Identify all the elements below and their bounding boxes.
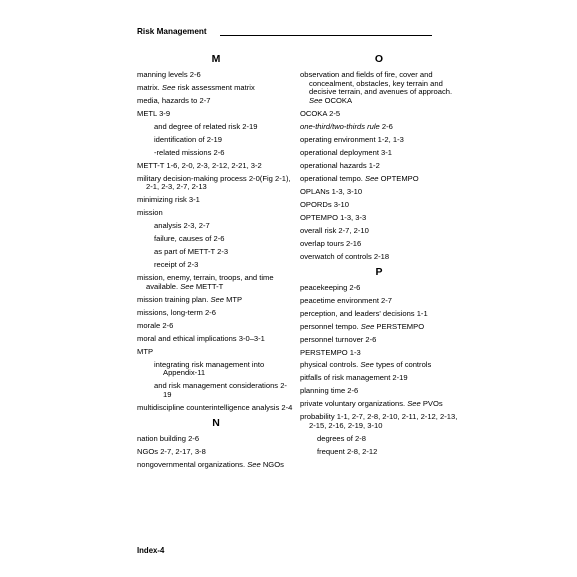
section-letter: M: [211, 53, 221, 65]
index-entry: physical controls. See types of controls: [300, 360, 432, 370]
index-subentry: as part of METT-T 2-3: [154, 247, 229, 257]
index-entry: mission, enemy, terrain, troops, and time available. See METT-T: [137, 273, 274, 291]
index-entry: personnel tempo. See PERSTEMPO: [300, 321, 425, 331]
index-entry: military decision-making process 2-0(Fig 2-1), 2-1, 2-3, 2-7, 2-13: [137, 173, 291, 192]
index-subentry: analysis 2-3, 2-7: [154, 221, 210, 231]
index-entry: perception, and leaders' decisions 1-1: [300, 308, 428, 318]
index-entry: probability 1-1, 2-7, 2-8, 2-10, 2-11, 2-12, 2-13, 2-15, 2-16, 2-19, 3-10: [300, 412, 458, 431]
index-entry: mission: [137, 208, 163, 218]
index-entry: operational tempo. See OPTEMPO: [300, 173, 419, 183]
index-entry: operating environment 1-2, 1-3: [300, 134, 404, 144]
index-entry: OPLANs 1-3, 3-10: [300, 186, 363, 196]
index-entry: METL 3-9: [137, 108, 171, 118]
index-entry: media, hazards to 2-7: [137, 95, 211, 105]
section-letter: P: [375, 265, 383, 278]
page-number: Index-4: [137, 546, 165, 555]
index-subentry: identification of 2-19: [154, 134, 222, 144]
index-entry: NGOs 2-7, 2-17, 3-8: [137, 446, 206, 456]
index-subentry: frequent 2-8, 2-12: [317, 446, 378, 456]
index-entry: mission training plan. See MTP: [137, 294, 243, 304]
index-subentry: failure, causes of 2-6: [154, 234, 225, 244]
index-entry: overwatch of controls 2-18: [300, 251, 390, 261]
index-column-left: [137, 53, 295, 474]
index-entry: manning levels 2-6: [137, 70, 201, 79]
index-subentry: and risk management considerations 2-19: [154, 381, 287, 400]
index-column-right: [300, 53, 458, 461]
index-entry: matrix. See risk assessment matrix: [137, 82, 255, 92]
index-entry: morale 2-6: [137, 320, 174, 330]
running-header: Risk Management: [137, 27, 207, 36]
index-entry: private voluntary organizations. See PVOs: [300, 399, 443, 409]
index-subentry: integrating risk management into Appendix-11: [154, 359, 265, 378]
index-entry: OPORDs 3-10: [300, 199, 349, 209]
index-entry: METT-T 1-6, 2-0, 2-3, 2-12, 2-21, 3-2: [137, 160, 262, 170]
index-subentry: degrees of 2-8: [317, 434, 366, 443]
index-entry: moral and ethical implications 3-0–3-1: [137, 333, 265, 343]
index-subentry: and degree of related risk 2-19: [154, 121, 258, 131]
index-entry: nation building 2-6: [137, 434, 200, 443]
index-entry: OCOKA 2-5: [300, 108, 341, 118]
index-entry: peacetime environment 2-7: [300, 295, 393, 305]
index-entry: overlap tours 2-16: [300, 238, 362, 248]
index-entry: observation and fields of fire, cover and concealment, obstacles, key terrain and decisive terrain, and avenues of approach. See OCOKA: [300, 70, 453, 105]
index-subentry: -related missions 2-6: [154, 147, 225, 157]
index-subentry: receipt of 2-3: [154, 260, 199, 270]
index-entry: personnel turnover 2-6: [300, 334, 377, 344]
index-entry: peacekeeping 2-6: [300, 282, 361, 292]
index-entry: operational deployment 3-1: [300, 147, 393, 157]
index-entry: multidiscipline counterintelligence analysis 2-4: [137, 403, 293, 413]
index-entry: one-third/two-thirds rule 2-6: [300, 121, 393, 131]
index-entry: operational hazards 1-2: [300, 160, 380, 170]
index-entry: nongovernmental organizations. See NGOs: [137, 459, 284, 469]
section-letter: O: [374, 53, 384, 65]
index-entry: MTP: [137, 346, 154, 356]
index-entry: pitfalls of risk management 2-19: [300, 373, 408, 383]
index-entry: missions, long-term 2-6: [137, 307, 216, 317]
index-entry: minimizing risk 3-1: [137, 195, 200, 205]
index-entry: PERSTEMPO 1-3: [300, 347, 361, 357]
section-letter: N: [212, 417, 220, 429]
index-entry: overall risk 2-7, 2-10: [300, 225, 369, 235]
index-entry: planning time 2-6: [300, 386, 359, 396]
header-rule: [220, 35, 432, 36]
index-entry: OPTEMPO 1-3, 3-3: [300, 212, 367, 222]
